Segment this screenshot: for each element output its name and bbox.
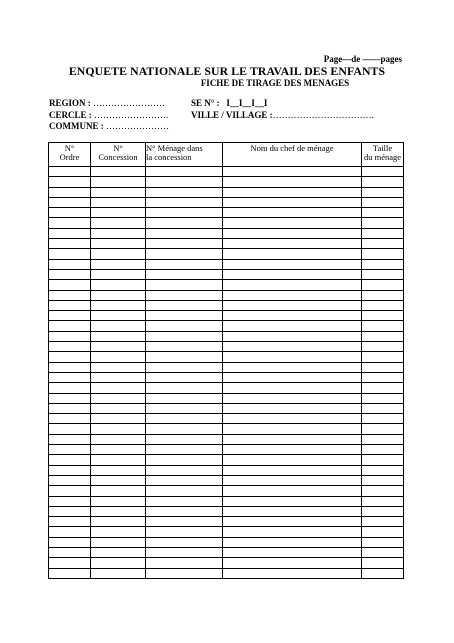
table-row xyxy=(49,568,404,578)
cell-concession[interactable] xyxy=(91,506,146,516)
cell-ordre[interactable] xyxy=(49,403,91,413)
table-row xyxy=(49,311,404,321)
cell-ordre[interactable] xyxy=(49,424,91,434)
page-subtitle: FICHE DE TIRAGE DES MENAGES xyxy=(200,78,350,88)
cell-nom-chef[interactable] xyxy=(223,414,362,424)
cell-ordre[interactable] xyxy=(49,558,91,568)
cell-menage[interactable] xyxy=(146,547,223,557)
cell-concession[interactable] xyxy=(91,403,146,413)
cell-concession[interactable] xyxy=(91,424,146,434)
cell-nom-chef[interactable] xyxy=(223,342,362,352)
cell-taille[interactable] xyxy=(362,372,404,382)
cell-menage[interactable] xyxy=(146,393,223,403)
cell-taille[interactable] xyxy=(362,506,404,516)
cell-ordre[interactable] xyxy=(49,362,91,372)
cell-taille[interactable] xyxy=(362,475,404,485)
cell-menage[interactable] xyxy=(146,280,223,290)
cell-concession[interactable] xyxy=(91,445,146,455)
cell-menage[interactable] xyxy=(146,311,223,321)
cell-concession[interactable] xyxy=(91,331,146,341)
cell-menage[interactable] xyxy=(146,465,223,475)
cell-concession[interactable] xyxy=(91,517,146,527)
cell-ordre[interactable] xyxy=(49,537,91,547)
cell-ordre[interactable] xyxy=(49,547,91,557)
cell-concession[interactable] xyxy=(91,414,146,424)
cell-ordre[interactable] xyxy=(49,342,91,352)
cell-concession[interactable] xyxy=(91,197,146,207)
cell-nom-chef[interactable] xyxy=(223,290,362,300)
cell-nom-chef[interactable] xyxy=(223,372,362,382)
cell-nom-chef[interactable] xyxy=(223,537,362,547)
cell-ordre[interactable] xyxy=(49,506,91,516)
cell-ordre[interactable] xyxy=(49,496,91,506)
table-row xyxy=(49,352,404,362)
cell-taille[interactable] xyxy=(362,445,404,455)
cell-taille[interactable] xyxy=(362,434,404,444)
cell-taille[interactable] xyxy=(362,208,404,218)
cell-taille[interactable] xyxy=(362,187,404,197)
cell-concession[interactable] xyxy=(91,311,146,321)
col-header-taille-line1: Taille xyxy=(372,143,393,153)
cell-ordre[interactable] xyxy=(49,383,91,393)
cell-menage[interactable] xyxy=(146,331,223,341)
cell-nom-chef[interactable] xyxy=(223,249,362,259)
cell-menage[interactable] xyxy=(146,300,223,310)
cell-menage[interactable] xyxy=(146,197,223,207)
cell-taille[interactable] xyxy=(362,362,404,372)
cell-concession[interactable] xyxy=(91,218,146,228)
cell-menage[interactable] xyxy=(146,568,223,578)
col-header-menage-line2: la concession xyxy=(146,152,192,162)
table-row xyxy=(49,321,404,331)
table-row xyxy=(49,414,404,424)
cell-menage[interactable] xyxy=(146,187,223,197)
cell-taille[interactable] xyxy=(362,527,404,537)
cell-taille[interactable] xyxy=(362,403,404,413)
col-header-menage-concession xyxy=(146,143,223,167)
table-row xyxy=(49,177,404,187)
cell-menage[interactable] xyxy=(146,527,223,537)
cell-menage[interactable] xyxy=(146,434,223,444)
cell-ordre[interactable] xyxy=(49,208,91,218)
table-row xyxy=(49,197,404,207)
commune-field[interactable] xyxy=(49,121,169,131)
cell-nom-chef[interactable] xyxy=(223,280,362,290)
cell-nom-chef[interactable] xyxy=(223,167,362,177)
cell-concession[interactable] xyxy=(91,383,146,393)
region-field[interactable] xyxy=(49,98,165,108)
region-label: REGION : xyxy=(49,98,91,108)
cell-ordre[interactable] xyxy=(49,486,91,496)
table-row xyxy=(49,486,404,496)
cell-nom-chef[interactable] xyxy=(223,465,362,475)
cell-taille[interactable] xyxy=(362,352,404,362)
cell-concession[interactable] xyxy=(91,362,146,372)
cell-taille[interactable] xyxy=(362,177,404,187)
cell-taille[interactable] xyxy=(362,558,404,568)
col-header-nom-chef xyxy=(223,143,362,167)
cell-menage[interactable] xyxy=(146,167,223,177)
table-row xyxy=(49,434,404,444)
cell-concession[interactable] xyxy=(91,239,146,249)
cell-nom-chef[interactable] xyxy=(223,362,362,372)
cell-menage[interactable] xyxy=(146,414,223,424)
cell-concession[interactable] xyxy=(91,537,146,547)
cell-concession[interactable] xyxy=(91,177,146,187)
cell-taille[interactable] xyxy=(362,424,404,434)
cell-ordre[interactable] xyxy=(49,187,91,197)
cell-menage[interactable] xyxy=(146,558,223,568)
cell-ordre[interactable] xyxy=(49,218,91,228)
col-header-taille xyxy=(362,143,404,167)
cell-taille[interactable] xyxy=(362,218,404,228)
table-row xyxy=(49,290,404,300)
ville-village-field[interactable] xyxy=(191,110,374,120)
cell-concession[interactable] xyxy=(91,372,146,382)
table-row xyxy=(49,269,404,279)
cell-nom-chef[interactable] xyxy=(223,321,362,331)
cell-ordre[interactable] xyxy=(49,393,91,403)
cell-concession[interactable] xyxy=(91,352,146,362)
cell-taille[interactable] xyxy=(362,537,404,547)
household-table xyxy=(48,142,404,579)
cell-concession[interactable] xyxy=(91,208,146,218)
region-dots: …………………… xyxy=(90,98,166,108)
cell-menage[interactable] xyxy=(146,445,223,455)
cell-nom-chef[interactable] xyxy=(223,403,362,413)
cell-nom-chef[interactable] xyxy=(223,517,362,527)
table-row xyxy=(49,517,404,527)
cell-taille[interactable] xyxy=(362,167,404,177)
cell-ordre[interactable] xyxy=(49,414,91,424)
cell-nom-chef[interactable] xyxy=(223,383,362,393)
cell-concession[interactable] xyxy=(91,475,146,485)
cell-concession[interactable] xyxy=(91,393,146,403)
cell-concession[interactable] xyxy=(91,280,146,290)
cell-nom-chef[interactable] xyxy=(223,228,362,238)
cell-concession[interactable] xyxy=(91,465,146,475)
cell-menage[interactable] xyxy=(146,506,223,516)
cell-concession[interactable] xyxy=(91,300,146,310)
table-row xyxy=(49,506,404,516)
cell-taille[interactable] xyxy=(362,290,404,300)
se-number-field[interactable] xyxy=(191,98,267,108)
table-row xyxy=(49,455,404,465)
cell-taille[interactable] xyxy=(362,311,404,321)
cell-concession[interactable] xyxy=(91,269,146,279)
col-header-nom-line1: Nom du chef de ménage xyxy=(250,143,334,153)
table-row xyxy=(49,208,404,218)
cell-nom-chef[interactable] xyxy=(223,527,362,537)
cell-menage[interactable] xyxy=(146,259,223,269)
table-row xyxy=(49,547,404,557)
cell-concession[interactable] xyxy=(91,321,146,331)
table-row xyxy=(49,558,404,568)
table-row xyxy=(49,249,404,259)
cell-nom-chef[interactable] xyxy=(223,331,362,341)
cell-menage[interactable] xyxy=(146,496,223,506)
cell-menage[interactable] xyxy=(146,228,223,238)
cell-ordre[interactable] xyxy=(49,475,91,485)
table-row xyxy=(49,362,404,372)
table-row xyxy=(49,342,404,352)
cell-menage[interactable] xyxy=(146,486,223,496)
table-body xyxy=(49,167,404,579)
ville-dots: ……………………………. xyxy=(272,110,374,120)
se-label: SE N° : xyxy=(191,98,220,108)
cell-concession[interactable] xyxy=(91,486,146,496)
cell-concession[interactable] xyxy=(91,547,146,557)
cell-concession[interactable] xyxy=(91,290,146,300)
cell-nom-chef[interactable] xyxy=(223,300,362,310)
cell-concession[interactable] xyxy=(91,167,146,177)
cell-menage[interactable] xyxy=(146,455,223,465)
cell-nom-chef[interactable] xyxy=(223,486,362,496)
cell-concession[interactable] xyxy=(91,228,146,238)
cell-ordre[interactable] xyxy=(49,280,91,290)
table-row xyxy=(49,403,404,413)
cell-taille[interactable] xyxy=(362,331,404,341)
table-row xyxy=(49,259,404,269)
cell-ordre[interactable] xyxy=(49,517,91,527)
cell-ordre[interactable] xyxy=(49,300,91,310)
cell-nom-chef[interactable] xyxy=(223,197,362,207)
cell-taille[interactable] xyxy=(362,486,404,496)
table-row xyxy=(49,167,404,177)
cell-nom-chef[interactable] xyxy=(223,568,362,578)
cell-concession[interactable] xyxy=(91,558,146,568)
table-row xyxy=(49,280,404,290)
cell-nom-chef[interactable] xyxy=(223,547,362,557)
cell-menage[interactable] xyxy=(146,424,223,434)
cell-menage[interactable] xyxy=(146,177,223,187)
cell-menage[interactable] xyxy=(146,475,223,485)
col-header-concession-line2: Concession xyxy=(98,152,138,162)
cell-concession[interactable] xyxy=(91,187,146,197)
table-header-row xyxy=(49,143,404,167)
col-header-concession xyxy=(91,143,146,167)
cell-nom-chef[interactable] xyxy=(223,558,362,568)
cell-nom-chef[interactable] xyxy=(223,424,362,434)
cell-taille[interactable] xyxy=(362,259,404,269)
cell-nom-chef[interactable] xyxy=(223,311,362,321)
cell-nom-chef[interactable] xyxy=(223,187,362,197)
cell-ordre[interactable] xyxy=(49,568,91,578)
cell-concession[interactable] xyxy=(91,434,146,444)
cell-ordre[interactable] xyxy=(49,321,91,331)
cercle-label: CERCLE : xyxy=(49,110,92,120)
cell-nom-chef[interactable] xyxy=(223,475,362,485)
cell-ordre[interactable] xyxy=(49,249,91,259)
table-row xyxy=(49,496,404,506)
cell-taille[interactable] xyxy=(362,300,404,310)
cell-menage[interactable] xyxy=(146,249,223,259)
cell-nom-chef[interactable] xyxy=(223,239,362,249)
cell-nom-chef[interactable] xyxy=(223,455,362,465)
cell-taille[interactable] xyxy=(362,465,404,475)
cell-concession[interactable] xyxy=(91,455,146,465)
cell-concession[interactable] xyxy=(91,342,146,352)
cell-ordre[interactable] xyxy=(49,434,91,444)
cell-menage[interactable] xyxy=(146,537,223,547)
commune-dots: ………………… xyxy=(103,121,169,131)
col-header-concession-line1: N° xyxy=(113,143,123,153)
table-row xyxy=(49,383,404,393)
cell-ordre[interactable] xyxy=(49,455,91,465)
cell-menage[interactable] xyxy=(146,239,223,249)
commune-label: COMMUNE : xyxy=(49,121,104,131)
page-count: Page—de ——pages xyxy=(323,54,402,64)
cell-menage[interactable] xyxy=(146,352,223,362)
cell-ordre[interactable] xyxy=(49,259,91,269)
cell-nom-chef[interactable] xyxy=(223,269,362,279)
cell-concession[interactable] xyxy=(91,249,146,259)
cell-taille[interactable] xyxy=(362,239,404,249)
cell-ordre[interactable] xyxy=(49,331,91,341)
cell-nom-chef[interactable] xyxy=(223,434,362,444)
cell-menage[interactable] xyxy=(146,290,223,300)
table-row xyxy=(49,300,404,310)
cell-nom-chef[interactable] xyxy=(223,208,362,218)
col-header-ordre-line1: N° xyxy=(64,143,75,153)
cell-ordre[interactable] xyxy=(49,311,91,321)
cell-taille[interactable] xyxy=(362,269,404,279)
cell-ordre[interactable] xyxy=(49,167,91,177)
cell-nom-chef[interactable] xyxy=(223,496,362,506)
ville-label: VILLE / VILLAGE : xyxy=(191,110,273,120)
cell-taille[interactable] xyxy=(362,280,404,290)
table-row xyxy=(49,527,404,537)
table-row xyxy=(49,372,404,382)
cell-taille[interactable] xyxy=(362,393,404,403)
table-row xyxy=(49,228,404,238)
cell-menage[interactable] xyxy=(146,372,223,382)
cell-taille[interactable] xyxy=(362,197,404,207)
table-row xyxy=(49,393,404,403)
cell-taille[interactable] xyxy=(362,321,404,331)
cell-taille[interactable] xyxy=(362,228,404,238)
cell-nom-chef[interactable] xyxy=(223,506,362,516)
table-row xyxy=(49,218,404,228)
cell-concession[interactable] xyxy=(91,496,146,506)
cell-menage[interactable] xyxy=(146,218,223,228)
cell-concession[interactable] xyxy=(91,568,146,578)
cell-nom-chef[interactable] xyxy=(223,259,362,269)
cell-taille[interactable] xyxy=(362,383,404,393)
cell-menage[interactable] xyxy=(146,208,223,218)
table-row xyxy=(49,187,404,197)
table-row xyxy=(49,537,404,547)
cercle-field[interactable] xyxy=(49,110,168,120)
cell-taille[interactable] xyxy=(362,568,404,578)
cell-menage[interactable] xyxy=(146,342,223,352)
table-row xyxy=(49,445,404,455)
cell-nom-chef[interactable] xyxy=(223,218,362,228)
cell-taille[interactable] xyxy=(362,342,404,352)
table-row xyxy=(49,465,404,475)
se-boxes: I__I__I__I xyxy=(219,98,268,108)
cell-concession[interactable] xyxy=(91,259,146,269)
cell-nom-chef[interactable] xyxy=(223,352,362,362)
col-header-taille-line2: du ménage xyxy=(363,152,402,162)
cell-taille[interactable] xyxy=(362,414,404,424)
col-header-ordre xyxy=(49,143,91,167)
cell-ordre[interactable] xyxy=(49,527,91,537)
cell-ordre[interactable] xyxy=(49,290,91,300)
cell-menage[interactable] xyxy=(146,517,223,527)
col-header-menage-line1: N° Ménage dans xyxy=(146,143,203,153)
cell-ordre[interactable] xyxy=(49,177,91,187)
cell-taille[interactable] xyxy=(362,547,404,557)
cell-taille[interactable] xyxy=(362,249,404,259)
table-row xyxy=(49,475,404,485)
table-row xyxy=(49,424,404,434)
cell-ordre[interactable] xyxy=(49,228,91,238)
col-header-ordre-line2: Ordre xyxy=(59,152,80,162)
cell-ordre[interactable] xyxy=(49,352,91,362)
cell-menage[interactable] xyxy=(146,269,223,279)
cell-concession[interactable] xyxy=(91,527,146,537)
cell-taille[interactable] xyxy=(362,517,404,527)
cell-nom-chef[interactable] xyxy=(223,177,362,187)
table-row xyxy=(49,331,404,341)
cell-ordre[interactable] xyxy=(49,445,91,455)
cell-menage[interactable] xyxy=(146,383,223,393)
cell-menage[interactable] xyxy=(146,321,223,331)
cell-ordre[interactable] xyxy=(49,465,91,475)
cell-ordre[interactable] xyxy=(49,372,91,382)
cell-taille[interactable] xyxy=(362,455,404,465)
cell-nom-chef[interactable] xyxy=(223,393,362,403)
cercle-dots: ……………………. xyxy=(91,110,169,120)
cell-ordre[interactable] xyxy=(49,197,91,207)
cell-taille[interactable] xyxy=(362,496,404,506)
cell-ordre[interactable] xyxy=(49,239,91,249)
cell-nom-chef[interactable] xyxy=(223,445,362,455)
page-title: ENQUETE NATIONALE SUR LE TRAVAIL DES ENFANTS xyxy=(68,64,386,78)
cell-menage[interactable] xyxy=(146,403,223,413)
cell-ordre[interactable] xyxy=(49,269,91,279)
cell-menage[interactable] xyxy=(146,362,223,372)
table-row xyxy=(49,239,404,249)
